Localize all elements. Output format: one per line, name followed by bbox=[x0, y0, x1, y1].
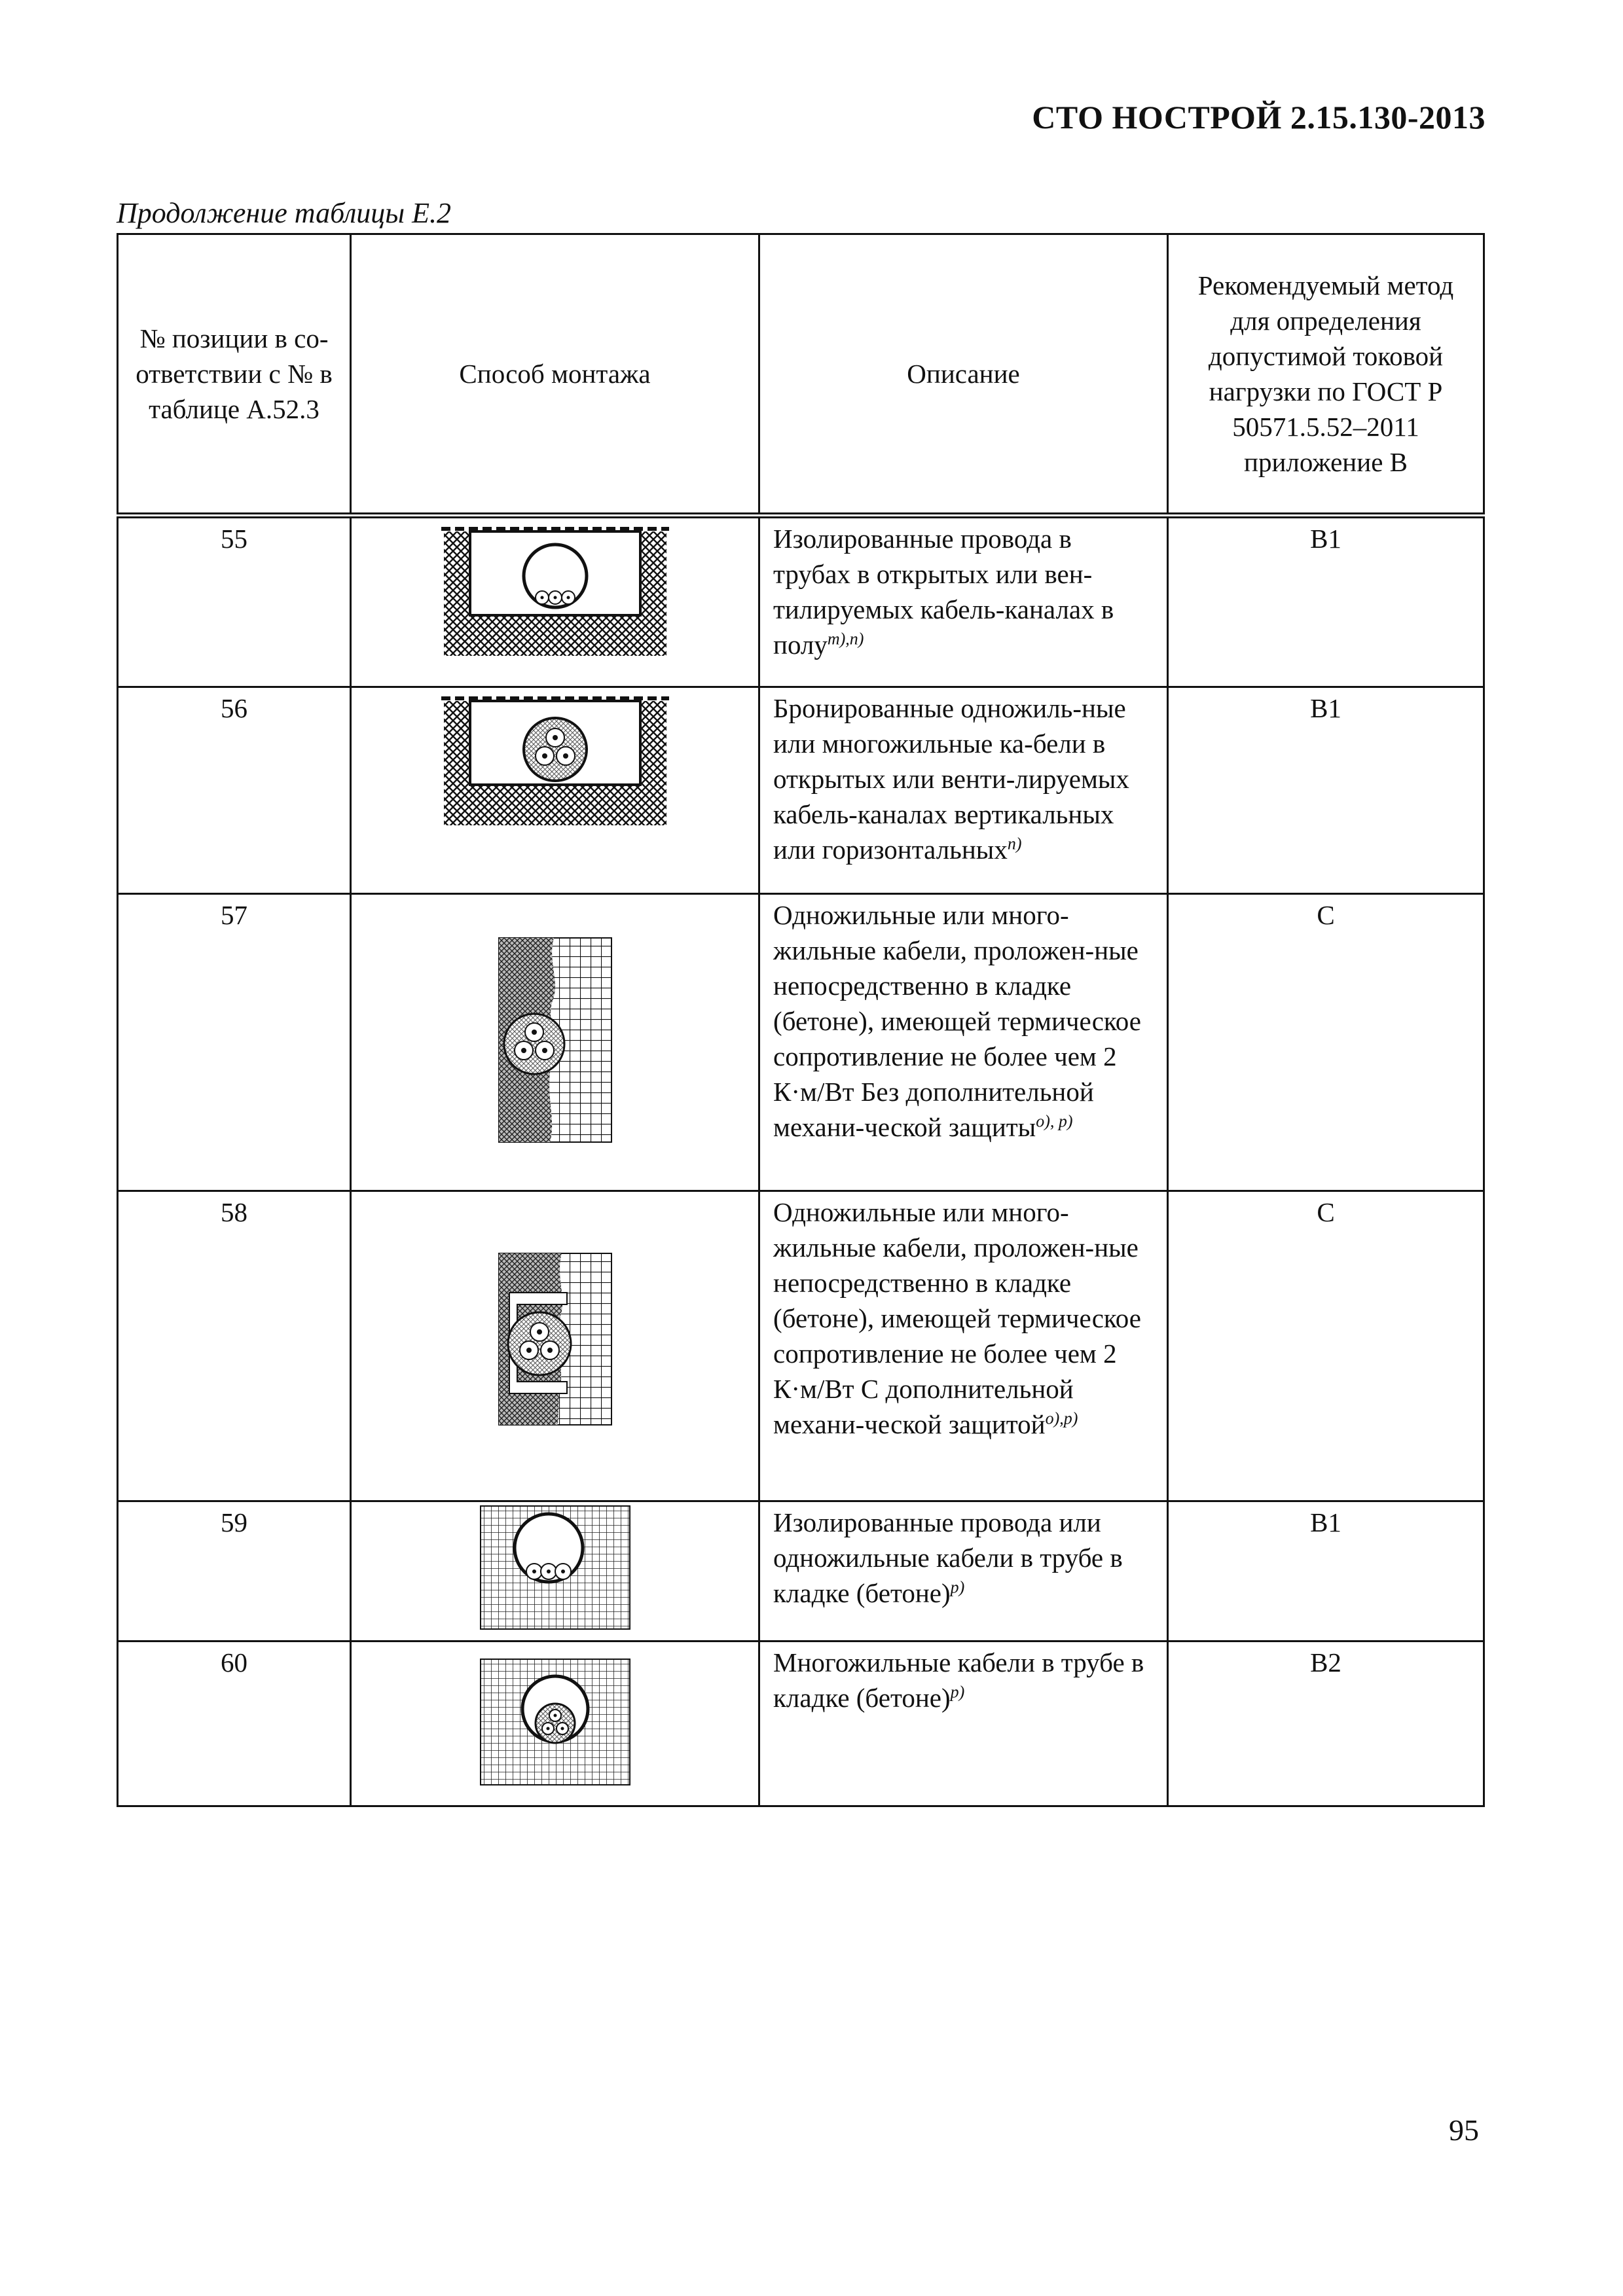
document-code: СТО НОСТРОЙ 2.15.130-2013 bbox=[1032, 99, 1486, 135]
row-number: 60 bbox=[118, 1641, 351, 1806]
row-method: C bbox=[1168, 894, 1484, 1191]
row-number: 56 bbox=[118, 687, 351, 894]
row-description: Бронированные одножиль-ные или многожильные ка-бели в открытых или венти-лируемых кабель-каналах вертикальных или горизонтальных$^{n)}$ bbox=[759, 687, 1168, 894]
footnote-ref: p) bbox=[950, 1577, 965, 1597]
column-header-description: Описание bbox=[759, 234, 1168, 516]
installation-diagram bbox=[351, 1191, 759, 1501]
row-method: B2 bbox=[1168, 1641, 1484, 1806]
table-row bbox=[118, 1641, 1484, 1806]
row-method: B1 bbox=[1168, 1501, 1484, 1641]
installation-diagram bbox=[351, 1501, 759, 1641]
footnote-ref: m),n) bbox=[827, 629, 864, 649]
installation-diagram bbox=[351, 894, 759, 1191]
row-number: 57 bbox=[118, 894, 351, 1191]
row-method: B1 bbox=[1168, 687, 1484, 894]
row-description: Изолированные провода в трубах в открытых или вен-тилируемых кабель-каналах в полу$^{m),n)}$ bbox=[759, 516, 1168, 687]
table-row bbox=[118, 894, 1484, 1191]
footnote-ref: n) bbox=[1007, 834, 1022, 853]
installation-diagram bbox=[351, 516, 759, 687]
page-number: 95 bbox=[1449, 2113, 1479, 2147]
row-number: 58 bbox=[118, 1191, 351, 1501]
row-method: B1 bbox=[1168, 516, 1484, 687]
row-method: C bbox=[1168, 1191, 1484, 1501]
row-number: 59 bbox=[118, 1501, 351, 1641]
table-row bbox=[118, 1191, 1484, 1501]
row-description: Многожильные кабели в трубе в кладке (бетоне)$^{p)}$ bbox=[759, 1641, 1168, 1806]
column-header-position: № позиции в со-ответствии с № в таблице А.52.3 bbox=[118, 234, 351, 516]
footnote-ref: o), p) bbox=[1036, 1111, 1073, 1131]
row-description: Одножильные или много-жильные кабели, проложен-ные непосредственно в кладке (бетоне), имеющей термическое сопротивление не более чем 2 К·м/Вт Без дополнительной механи-ческой защиты$^{o), p)}$ bbox=[759, 894, 1168, 1191]
column-header-recommended-method: Рекомендуемый метод для определения допустимой токовой нагрузки по ГОСТ Р 50571.5.52–2011 приложение В bbox=[1168, 234, 1484, 516]
row-description: Изолированные провода или одножильные кабели в трубе в кладке (бетоне)$^{p)}$ bbox=[759, 1501, 1168, 1641]
table-caption: Продолжение таблицы Е.2 bbox=[117, 197, 451, 229]
installation-diagram bbox=[351, 687, 759, 894]
footnote-ref: p) bbox=[950, 1682, 965, 1702]
footnote-ref: o),p) bbox=[1045, 1408, 1078, 1428]
table-row bbox=[118, 687, 1484, 894]
row-description: Одножильные или много-жильные кабели, проложен-ные непосредственно в кладке (бетоне), имеющей термическое сопротивление не более чем 2 К·м/Вт С дополнительной механи-ческой защитой$^{o),p)}$ bbox=[759, 1191, 1168, 1501]
table-row bbox=[118, 1501, 1484, 1641]
row-number: 55 bbox=[118, 516, 351, 687]
table-row bbox=[118, 516, 1484, 687]
installation-diagram bbox=[351, 1641, 759, 1806]
column-header-installation-method: Способ монтажа bbox=[351, 234, 759, 516]
installation-methods-table bbox=[117, 233, 1485, 1807]
